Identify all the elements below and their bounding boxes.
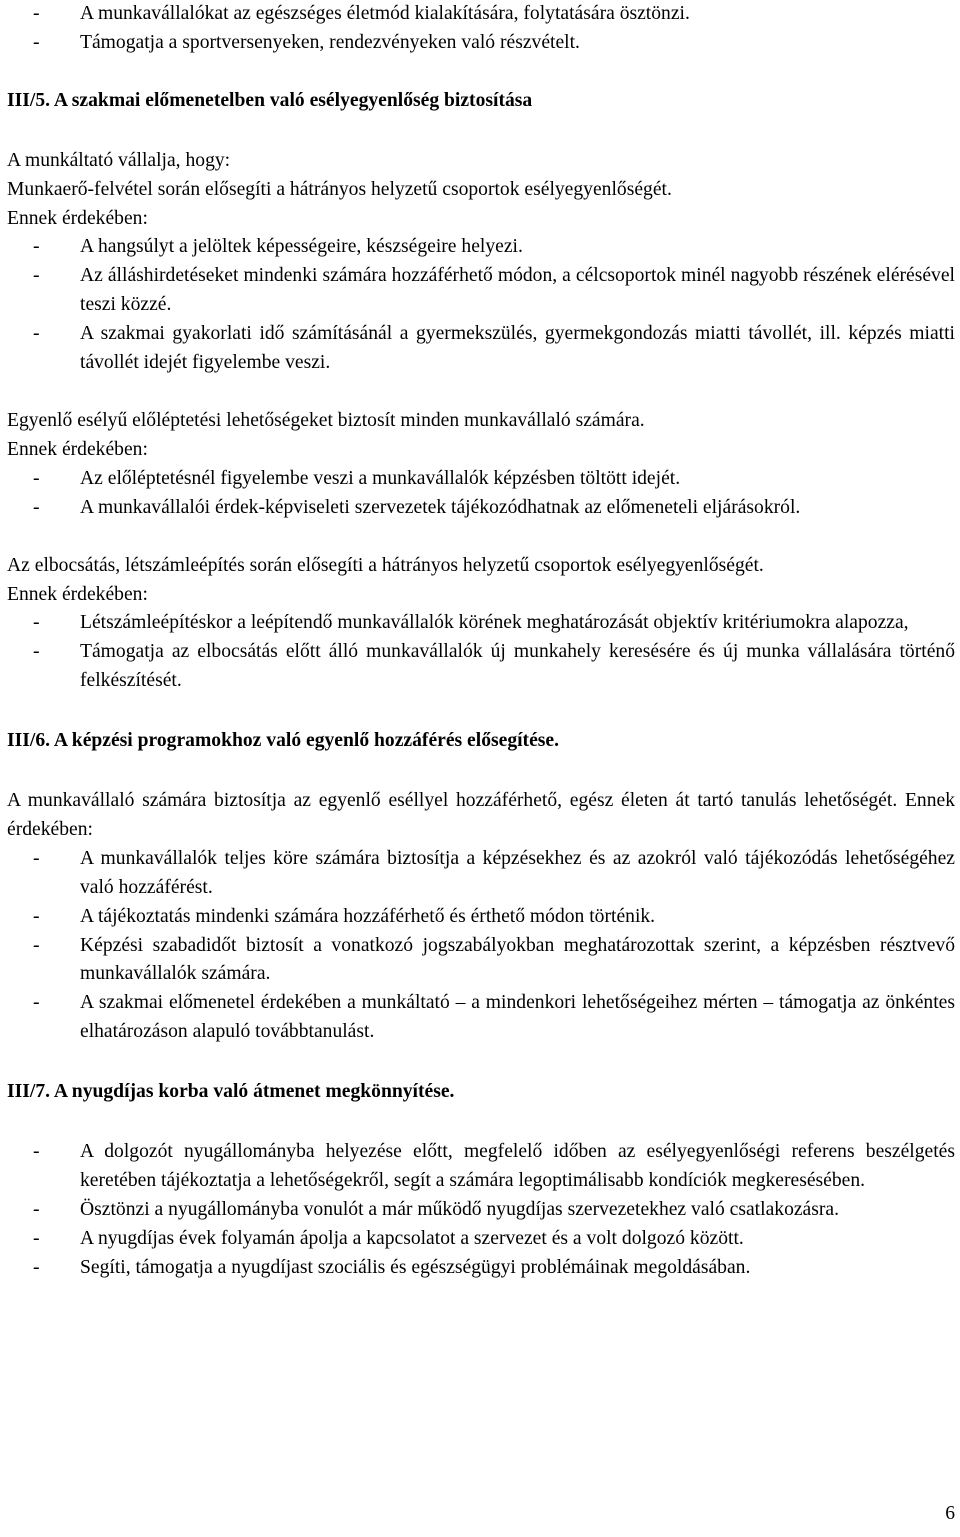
bullet-list — [7, 1138, 955, 1283]
list-item: - Képzési szabadidőt biztosít a vonatkozó jogszabályokban meghatározottak szerint, a képzésben résztvevő munkavállalók számára. — [7, 932, 955, 990]
bullet-list — [7, 609, 955, 696]
list-item: - A munkavállalói érdek-képviseleti szervezetek tájékozódhatnak az előmeneteli eljárásokról. — [7, 494, 955, 523]
bullet-list — [7, 845, 955, 1047]
list-item: - A szakmai előmenetel érdekében a munkáltató – a mindenkori lehetőségeihez mérten – támogatja az önkéntes elhatározáson alapuló továbbtanulást. — [7, 989, 955, 1047]
section-heading-3-5: III/5. A szakmai előmenetelben való esélyegyenlőség biztosítása — [7, 89, 533, 111]
list-item: - A nyugdíjas évek folyamán ápolja a kapcsolatot a szervezet és a volt dolgozó között. — [7, 1225, 955, 1254]
list-item: - Támogatja a sportversenyeken, rendezvényeken való részvételt. — [7, 29, 955, 58]
page-number: 6 — [945, 1503, 955, 1524]
paragraph: Munkaerő-felvétel során elősegíti a hátrányos helyzetű csoportok esélyegyenlőségét. — [7, 178, 672, 200]
list-item: - Segíti, támogatja a nyugdíjast szociális és egészségügyi problémáinak megoldásában. — [7, 1254, 955, 1283]
section-heading-3-7: III/7. A nyugdíjas korba való átmenet megkönnyítése. — [7, 1081, 455, 1103]
list-item: - A munkavállalókat az egészséges életmód kialakítására, folytatására ösztönzi. — [7, 0, 955, 29]
list-item: - A szakmai gyakorlati idő számításánál a gyermekszülés, gyermekgondozás miatti távollét, ill. képzés miatti távollét idejét figyelembe veszi. — [7, 320, 955, 378]
list-item: - A hangsúlyt a jelöltek képességeire, készségeire helyezi. — [7, 233, 955, 262]
paragraph: Ennek érdekében: — [7, 207, 148, 229]
paragraph: Egyenlő esélyű előléptetési lehetőségeket biztosít minden munkavállaló számára. — [7, 409, 645, 431]
bullet-list — [7, 465, 955, 523]
top-list — [7, 0, 955, 58]
paragraph: A munkáltató vállalja, hogy: — [7, 149, 231, 171]
list-item: - Ösztönzi a nyugállományba vonulót a már működő nyugdíjas szervezetekhez való csatlakozásra. — [7, 1196, 955, 1225]
paragraph: Ennek érdekében: — [7, 438, 148, 460]
document-page — [7, 0, 955, 1283]
list-item: - Támogatja az elbocsátás előtt álló munkavállalók új munkahely keresésére és új munka vállalására történő felkészítését. — [7, 638, 955, 696]
list-item: - Létszámleépítéskor a leépítendő munkavállalók körének meghatározását objektív kritériumokra alapozza, — [7, 609, 955, 638]
list-item: - A munkavállalók teljes köre számára biztosítja a képzésekhez és az azokról való tájékozódás lehetőségéhez való hozzáférést. — [7, 845, 955, 903]
list-item: - A dolgozót nyugállományba helyezése előtt, megfelelő időben az esélyegyenlőségi referens beszélgetés keretében tájékoztatja a lehetőségekről, segít a számára legoptimálisabb kondíciók megkeresésében. — [7, 1138, 955, 1196]
list-item: - Az álláshirdetéseket mindenki számára hozzáférhető módon, a célcsoportok minél nagyobb részének elérésével teszi közzé. — [7, 262, 955, 320]
list-item: - A tájékoztatás mindenki számára hozzáférhető és érthető módon történik. — [7, 903, 955, 932]
section-heading-3-6: III/6. A képzési programokhoz való egyenlő hozzáférés elősegítése. — [7, 730, 560, 752]
bullet-list — [7, 233, 955, 378]
paragraph: Az elbocsátás, létszámleépítés során elősegíti a hátrányos helyzetű csoportok esélyegyenlőségét. — [7, 554, 764, 576]
paragraph: Ennek érdekében: — [7, 583, 148, 605]
list-item: - Az előléptetésnél figyelembe veszi a munkavállalók képzésben töltött idejét. — [7, 465, 955, 494]
paragraph: A munkavállaló számára biztosítja az egyenlő eséllyel hozzáférhető, egész életen át tartó tanulás lehetőségét. Ennek érdekében: — [7, 790, 955, 840]
